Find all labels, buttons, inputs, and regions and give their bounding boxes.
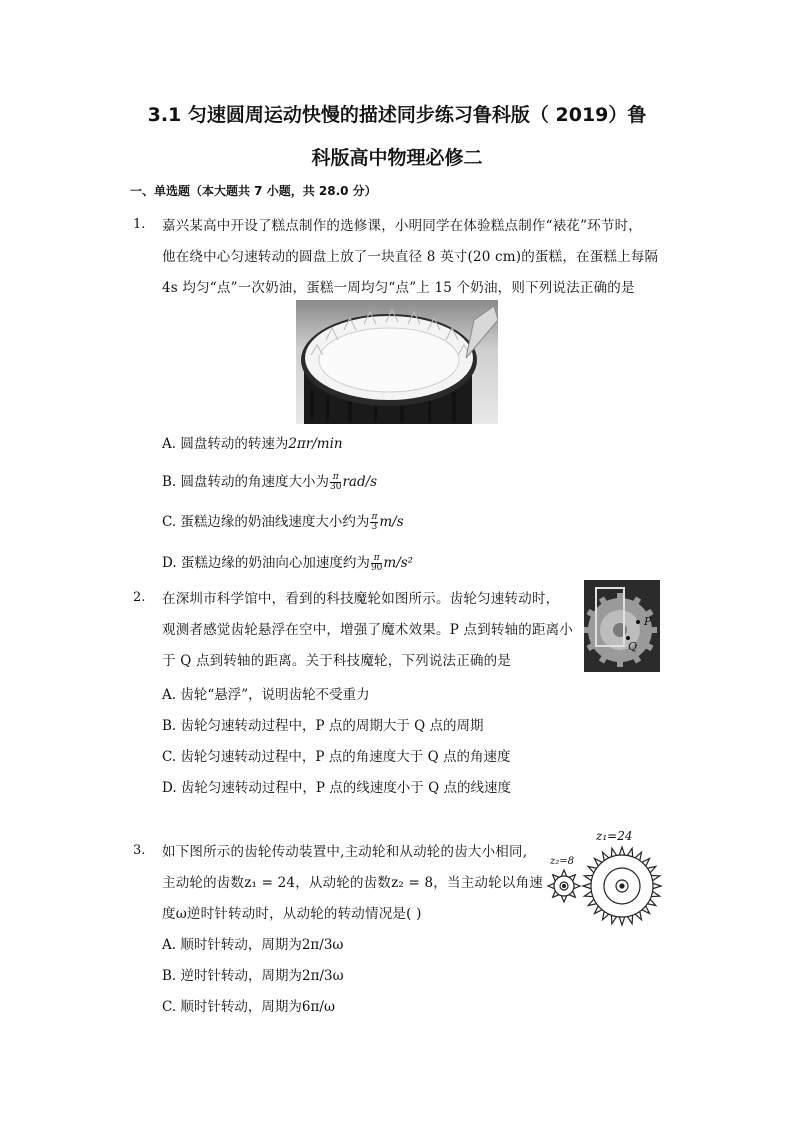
question-number: 1. [133, 217, 146, 232]
question-text-line: 在深圳市科学馆中，看到的科技魔轮如图所示。齿轮匀速转动时， [162, 591, 560, 607]
page-title-line2: 科版高中物理必修二 [311, 147, 483, 169]
option-d: D. 齿轮匀速转动过程中，P 点的线速度小于 Q 点的线速度 [162, 780, 511, 796]
label-q: Q [628, 640, 638, 653]
option-b: B. 逆时针转动，周期为2π/3ω [162, 968, 344, 984]
question-number: 3. [133, 843, 146, 858]
option-a: A. 圆盘转动的转速为2πr/min [162, 436, 343, 452]
option-c: C. 齿轮匀速转动过程中，P 点的角速度大于 Q 点的角速度 [162, 749, 511, 765]
question-text-line: 4s 均匀“点”一次奶油，蛋糕一周均匀“点”上 15 个奶油，则下列说法正确的是 [162, 280, 635, 296]
question-text-line: 主动轮的齿数z₁ = 24，从动轮的齿数z₂ = 8，当主动轮以角速 [162, 875, 543, 891]
question-text-line: 于 Q 点到转轴的距离。关于科技魔轮，下列说法正确的是 [162, 653, 512, 669]
question-text-line: 他在绕中心匀速转动的圆盘上放了一块直径 8 英寸(20 cm)的蛋糕，在蛋糕上每隔 [162, 249, 659, 265]
option-d: D. 蛋糕边缘的奶油向心加速度约为 $\frac{\pi}{90}$ m/s² [162, 553, 414, 573]
option-a: A. 顺时针转动，周期为2π/3ω [162, 937, 344, 953]
option-c: C. 蛋糕边缘的奶油线速度大小约为 $\frac{\pi}{3}$ m/s [162, 512, 404, 532]
option-b: B. 圆盘转动的角速度大小为 $\frac{\pi}{30}$ rad/s [162, 472, 378, 492]
magic-gear-photo [584, 580, 660, 672]
page-title-line1: 3.1 匀速圆周运动快慢的描述同步练习鲁科版（ 2019）鲁 [147, 104, 647, 126]
option-b: B. 齿轮匀速转动过程中，P 点的周期大于 Q 点的周期 [162, 718, 484, 734]
label-p: P [644, 615, 652, 628]
label-z2: z₂=8 [550, 856, 575, 867]
question-text-line: 嘉兴某高中开设了糕点制作的选修课，小明同学在体验糕点制作“裱花”环节时， [162, 218, 643, 234]
option-c: C. 顺时针转动，周期为6π/ω [162, 999, 335, 1015]
gear-train-diagram [544, 826, 664, 930]
question-number: 2. [133, 590, 146, 605]
question-text-line: 如下图所示的齿轮传动装置中,主动轮和从动轮的齿大小相同, [162, 844, 528, 860]
option-a: A. 齿轮“悬浮”，说明齿轮不受重力 [162, 687, 370, 703]
cake-photo [296, 300, 498, 424]
question-text-line: 度ω逆时针转动时，从动轮的转动情况是( ) [162, 906, 422, 922]
section-heading: 一、单选题（本大题共 7 小题，共 28.0 分） [130, 184, 377, 198]
label-z1: z₁=24 [596, 829, 633, 843]
question-text-line: 观测者感觉齿轮悬浮在空中，增强了魔术效果。P 点到转轴的距离小 [162, 622, 574, 638]
